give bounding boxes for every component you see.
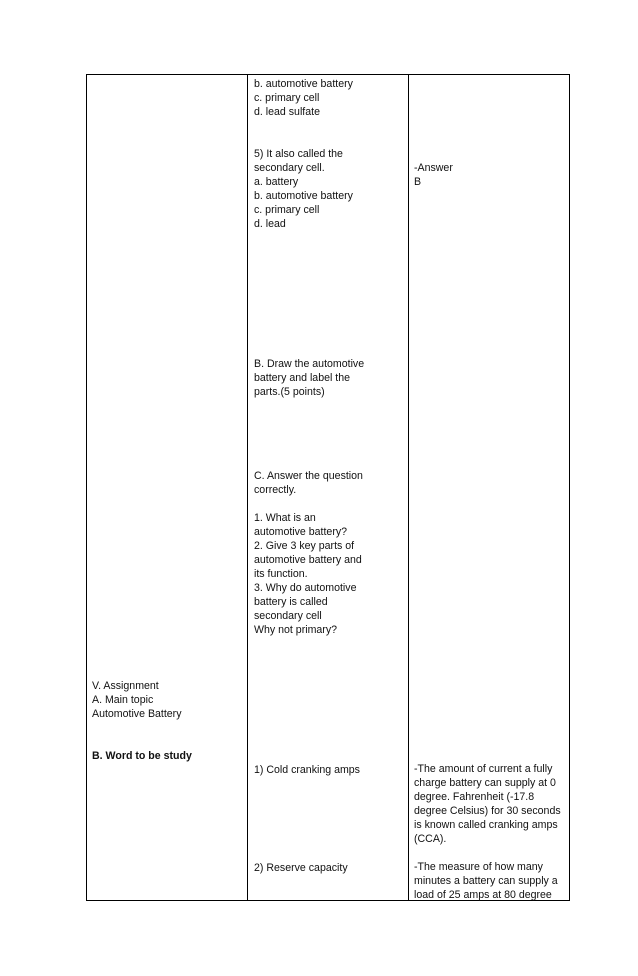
term-reserve-capacity: 2) Reserve capacity	[254, 862, 348, 874]
question-5: 5) It also called the secondary cell. a. battery b. automotive battery c. primary cell d. lead	[254, 148, 353, 230]
term-cold-cranking-amps: 1) Cold cranking amps	[254, 764, 360, 776]
question-options-continued: b. automotive battery c. primary cell d. lead sulfate	[254, 78, 353, 118]
definition-cold-cranking-amps: -The amount of current a fully charge battery can supply at 0 degree. Fahrenheit (-17.8 degree Celsius) for 30 seconds is known called cranking amps (CCA).	[414, 763, 561, 845]
part-c-questions: C. Answer the question correctly. 1. What is an automotive battery? 2. Give 3 key parts of automotive battery and its function. 3. Why do automotive battery is called secondary cell Why not primary?	[254, 470, 363, 636]
definition-reserve-capacity: -The measure of how many minutes a battery can supply a load of 25 amps at 80 degree	[414, 861, 558, 901]
assignment-heading: V. Assignment A. Main topic Automotive Battery	[92, 680, 182, 720]
answer-key: -Answer B	[414, 162, 453, 188]
part-b-instruction: B. Draw the automotive battery and label the parts.(5 points)	[254, 358, 365, 398]
word-study-heading: B. Word to be study	[92, 750, 192, 762]
column-divider-2	[408, 74, 409, 901]
column-divider-1	[247, 74, 248, 901]
